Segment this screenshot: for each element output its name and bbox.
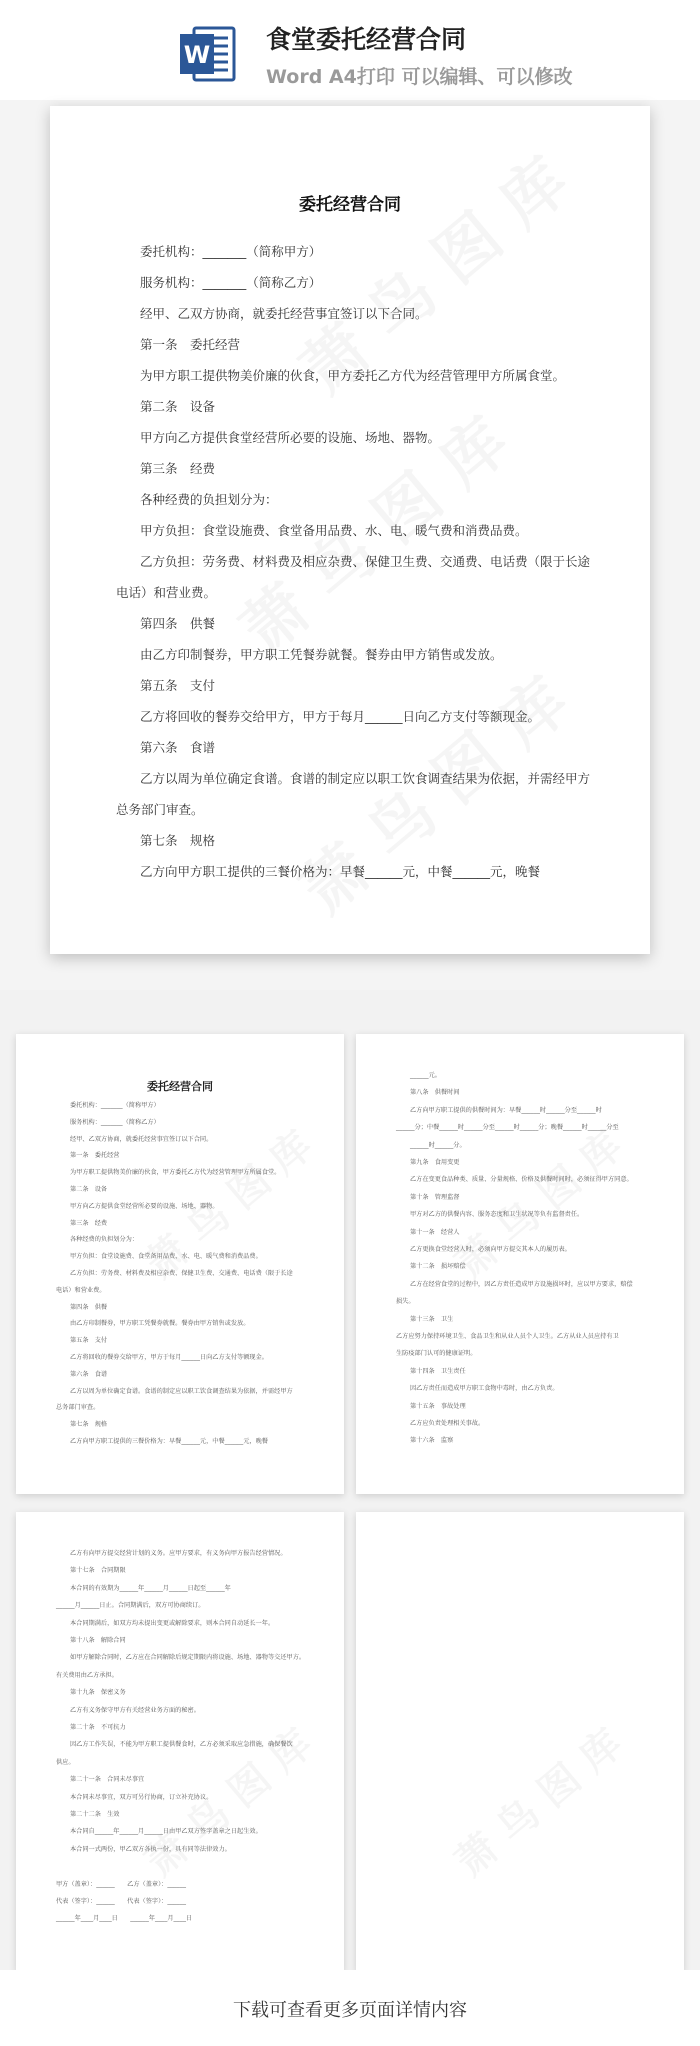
thumbnail-line: ______元。 [410, 1072, 441, 1079]
page-thumbnail[interactable] [356, 1034, 684, 1494]
thumbnail-line: 服务机构：_______（简称乙方） [70, 1118, 160, 1126]
thumbnail-line: 电话）和营业费。 [56, 1286, 106, 1294]
document-line: 为甲方职工提供物美价廉的伙食，甲方委托乙方代为经营管理甲方所属食堂。 [140, 368, 566, 383]
document-line: 由乙方印制餐券，甲方职工凭餐券就餐。餐券由甲方销售或发放。 [140, 647, 503, 662]
thumbnail-title: 委托经营合同 [147, 1080, 213, 1093]
page-thumbnail[interactable] [356, 1512, 684, 1972]
document-line: 第五条 支付 [140, 678, 216, 693]
document-line: 第四条 供餐 [140, 616, 216, 631]
thumbnail-line: 经甲、乙双方协商，就委托经营事宜签订以下合同。 [70, 1135, 213, 1143]
thumbnail-line: ______时______分。 [410, 1141, 466, 1149]
thumbnail-line: 第二条 设备 [70, 1186, 108, 1193]
thumbnail-line: 本合同一式两份，甲乙双方各执一份，具有同等法律效力。 [70, 1845, 231, 1853]
thumbnail-line: ______月______日止。合同期满后，双方可协商续订。 [56, 1602, 205, 1610]
thumbnail-line: 供应。 [56, 1758, 75, 1766]
thumbnail-line: 第十四条 卫生责任 [410, 1367, 466, 1375]
thumbnail-line: 第十六条 监察 [410, 1437, 454, 1445]
thumbnail-line: 第十八条 解除合同 [70, 1637, 126, 1644]
thumbnail-line: 总务部门审查。 [56, 1404, 100, 1412]
document-line: 第二条 设备 [140, 399, 216, 414]
header-subtitle: Word A4打印 可以编辑、可以修改 [266, 66, 573, 88]
thumbnail-line: 本合同自______年______月______日由甲乙双方签字盖章之日起生效。 [70, 1828, 262, 1836]
thumbnail-line: ______年____月____日 ______年____月____日 [56, 1915, 193, 1923]
thumbnail-line: 乙方将回收的餐券交给甲方，甲方于每月______日向乙方支付等额现金。 [70, 1354, 268, 1361]
thumbnail-line: 第二十条 不可抗力 [70, 1724, 126, 1731]
thumbnail-line: 第六条 食谱 [70, 1370, 108, 1378]
thumbnail-line: 乙方在经营食堂的过程中，因乙方责任造成甲方设施损坏时，应以甲方要求，赔偿 [410, 1280, 633, 1288]
thumbnail-line: 乙方应负责处理相关事故。 [410, 1420, 485, 1427]
thumbnail-line: 乙方更换食堂经营人时，必须向甲方提交其本人的履历表。 [410, 1246, 571, 1253]
thumbnail-line: 第十九条 保密义务 [70, 1689, 126, 1697]
document-line: 第七条 规格 [140, 833, 216, 848]
watermark [278, 653, 584, 931]
thumbnail-line: 第三条 经费 [70, 1219, 108, 1227]
document-line: 甲方向乙方提供食堂经营所必要的设施、场地、器物。 [140, 430, 441, 445]
document-line: 甲方负担：食堂设施费、食堂备用品费、水、电、暖气费和消费品费。 [140, 523, 528, 538]
document-line: 乙方以周为单位确定食谱。食谱的制定应以职工饮食调查结果为依据，并需经甲方 [140, 771, 591, 786]
document-title: 委托经营合同 [299, 195, 401, 215]
thumbnail-line: 甲方向乙方提供食堂经营所必要的设施、场地、器物。 [70, 1202, 219, 1210]
thumbnail-line: 乙方在变更食品种类、质量、分量规格、价格及供餐时间时，必须征得甲方同意。 [410, 1176, 633, 1184]
thumbnail-line: 因乙方责任而造成甲方职工食物中毒时，由乙方负责。 [410, 1385, 559, 1393]
thumbnail-line: 委托机构：_______（简称甲方） [70, 1102, 160, 1109]
document-line: 总务部门审查。 [116, 802, 204, 817]
thumbnail-line: 乙方负担：劳务费、材料费及相应杂费、保健卫生费、交通费、电话费（限于长途 [70, 1270, 293, 1277]
thumbnail-watermark [441, 1116, 632, 1289]
thumbnail-line: 乙方向甲方职工提供的三餐价格为：早餐______元，中餐______元，晚餐 [70, 1438, 268, 1445]
document-line: 第三条 经费 [140, 461, 216, 476]
thumbnail-line: 本合同的有效期为______年______月______日起至______年 [70, 1584, 231, 1592]
thumbnail-line: 第二十二条 生效 [70, 1811, 120, 1818]
thumbnail-line: 如甲方解除合同时，乙方应在合同解除后规定期限内将设施、场地、器物等交还甲方。 [70, 1654, 306, 1662]
document-page [50, 106, 650, 954]
document-line: 各种经费的负担划分为： [140, 492, 278, 507]
document-line: 服务机构：_______（简称乙方） [140, 275, 322, 290]
word-icon-letter: W [183, 41, 211, 69]
document-line: 第六条 食谱 [140, 740, 216, 755]
thumbnail-line: 为甲方职工提供物美价廉的伙食，甲方委托乙方代为经营管理甲方所属食堂。 [70, 1169, 281, 1177]
document-line: 第一条 委托经营 [140, 337, 241, 352]
thumbnail-line: 第十一条 经营人 [410, 1228, 460, 1236]
thumbnail-watermark [441, 1714, 632, 1887]
thumbnail-line: 损失。 [396, 1298, 415, 1306]
page-thumbnail[interactable] [16, 1512, 344, 1972]
thumbnail-line: 乙方向甲方职工提供的供餐时间为：早餐______时______分至______时 [410, 1106, 602, 1114]
thumbnail-line: 第七条 规格 [70, 1421, 108, 1429]
thumbnail-line: 第四条 供餐 [70, 1303, 108, 1311]
page-header [0, 0, 700, 100]
download-more-link[interactable]: 下载可查看更多页面详情内容 [233, 2000, 467, 2021]
thumbnail-line: 因乙方工作失误，不能为甲方职工提供餐食时，乙方必须采取应急措施，确保餐饮 [70, 1741, 293, 1749]
thumbnail-line: 乙方以周为单位确定食谱。食谱的制定应以职工饮食调查结果为依据，并需经甲方 [70, 1387, 293, 1395]
thumbnail-line: 代表（签字）：______ 代表（签字）：______ [56, 1898, 186, 1905]
header-title: 食堂委托经营合同 [266, 25, 467, 54]
preview-band [0, 100, 700, 990]
document-line: 经甲、乙双方协商，就委托经营事宜签订以下合同。 [140, 306, 428, 321]
thumbnail-line: 第十条 管理监督 [410, 1193, 460, 1201]
thumbnail-line: 乙方应努力保持环境卫生、食品卫生和从业人员个人卫生。乙方从业人员应持有卫 [396, 1333, 619, 1340]
thumbnail-line: 第二十一条 合同未尽事宜 [70, 1776, 145, 1784]
thumbnail-line: 本合同期满后，如双方均未提出变更或解除要求，则本合同自动延长一年。 [70, 1619, 275, 1627]
thumbnail-line: 甲方（盖章）：______ 乙方（盖章）：______ [56, 1880, 186, 1888]
thumbnail-line: 生防疫部门认可的健康证明。 [396, 1350, 477, 1358]
document-line: 委托机构：_______（简称甲方） [140, 244, 322, 259]
word-icon [176, 22, 240, 86]
document-line: 乙方将回收的餐券交给甲方，甲方于每月______日向乙方支付等额现金。 [140, 709, 541, 724]
thumbnail-line: 本合同未尽事宜，双方可另行协商，订立补充协议。 [70, 1793, 213, 1801]
thumbnail-line: 由乙方印制餐券，甲方职工凭餐券就餐。餐券由甲方销售或发放。 [70, 1320, 250, 1328]
document-line: 电话）和营业费。 [116, 585, 217, 600]
thumbnail-line: 乙方有义务保守甲方有关经营业务方面的秘密。 [70, 1706, 200, 1714]
thumbnail-line: 第十三条 卫生 [410, 1315, 454, 1323]
thumbnail-line: 有关费用由乙方承担。 [56, 1671, 118, 1679]
thumbnail-line: 第十五条 事故处理 [410, 1402, 466, 1410]
document-line: 乙方负担：劳务费、材料费及相应杂费、保健卫生费、交通费、电话费（限于长途 [140, 554, 591, 569]
thumbnail-line: 第十二条 损坏赔偿 [410, 1263, 466, 1271]
thumbnail-line: 第一条 委托经营 [70, 1152, 120, 1160]
thumbnail-line: 第五条 支付 [70, 1337, 108, 1345]
thumbnail-area [0, 990, 700, 1970]
thumbnail-line: 乙方有向甲方提交经营计划的义务。应甲方要求，有义务向甲方报告经营情况。 [70, 1550, 287, 1557]
thumbnail-line: 第十七条 合同期限 [70, 1567, 126, 1575]
page-thumbnail[interactable] [16, 1034, 344, 1494]
thumbnail-line: 甲方对乙方的供餐内容、服务态度和卫生状况等负有监督责任。 [410, 1211, 584, 1219]
document-line: 乙方向甲方职工提供的三餐价格为：早餐______元，中餐______元，晚餐 [140, 864, 541, 879]
thumbnail-line: 第九条 食用变更 [410, 1159, 460, 1166]
thumbnail-line: 各种经费的负担划分为： [70, 1236, 139, 1244]
thumbnail-line: ______分；中餐______时______分至______时______分；晚餐______时______分至 [396, 1124, 619, 1132]
thumbnail-line: 第八条 供餐时间 [410, 1089, 460, 1097]
thumbnail-line: 甲方负担：食堂设施费、食堂备用品费、水、电、暖气费和消费品费。 [70, 1253, 262, 1261]
page-footer [0, 1970, 700, 2046]
